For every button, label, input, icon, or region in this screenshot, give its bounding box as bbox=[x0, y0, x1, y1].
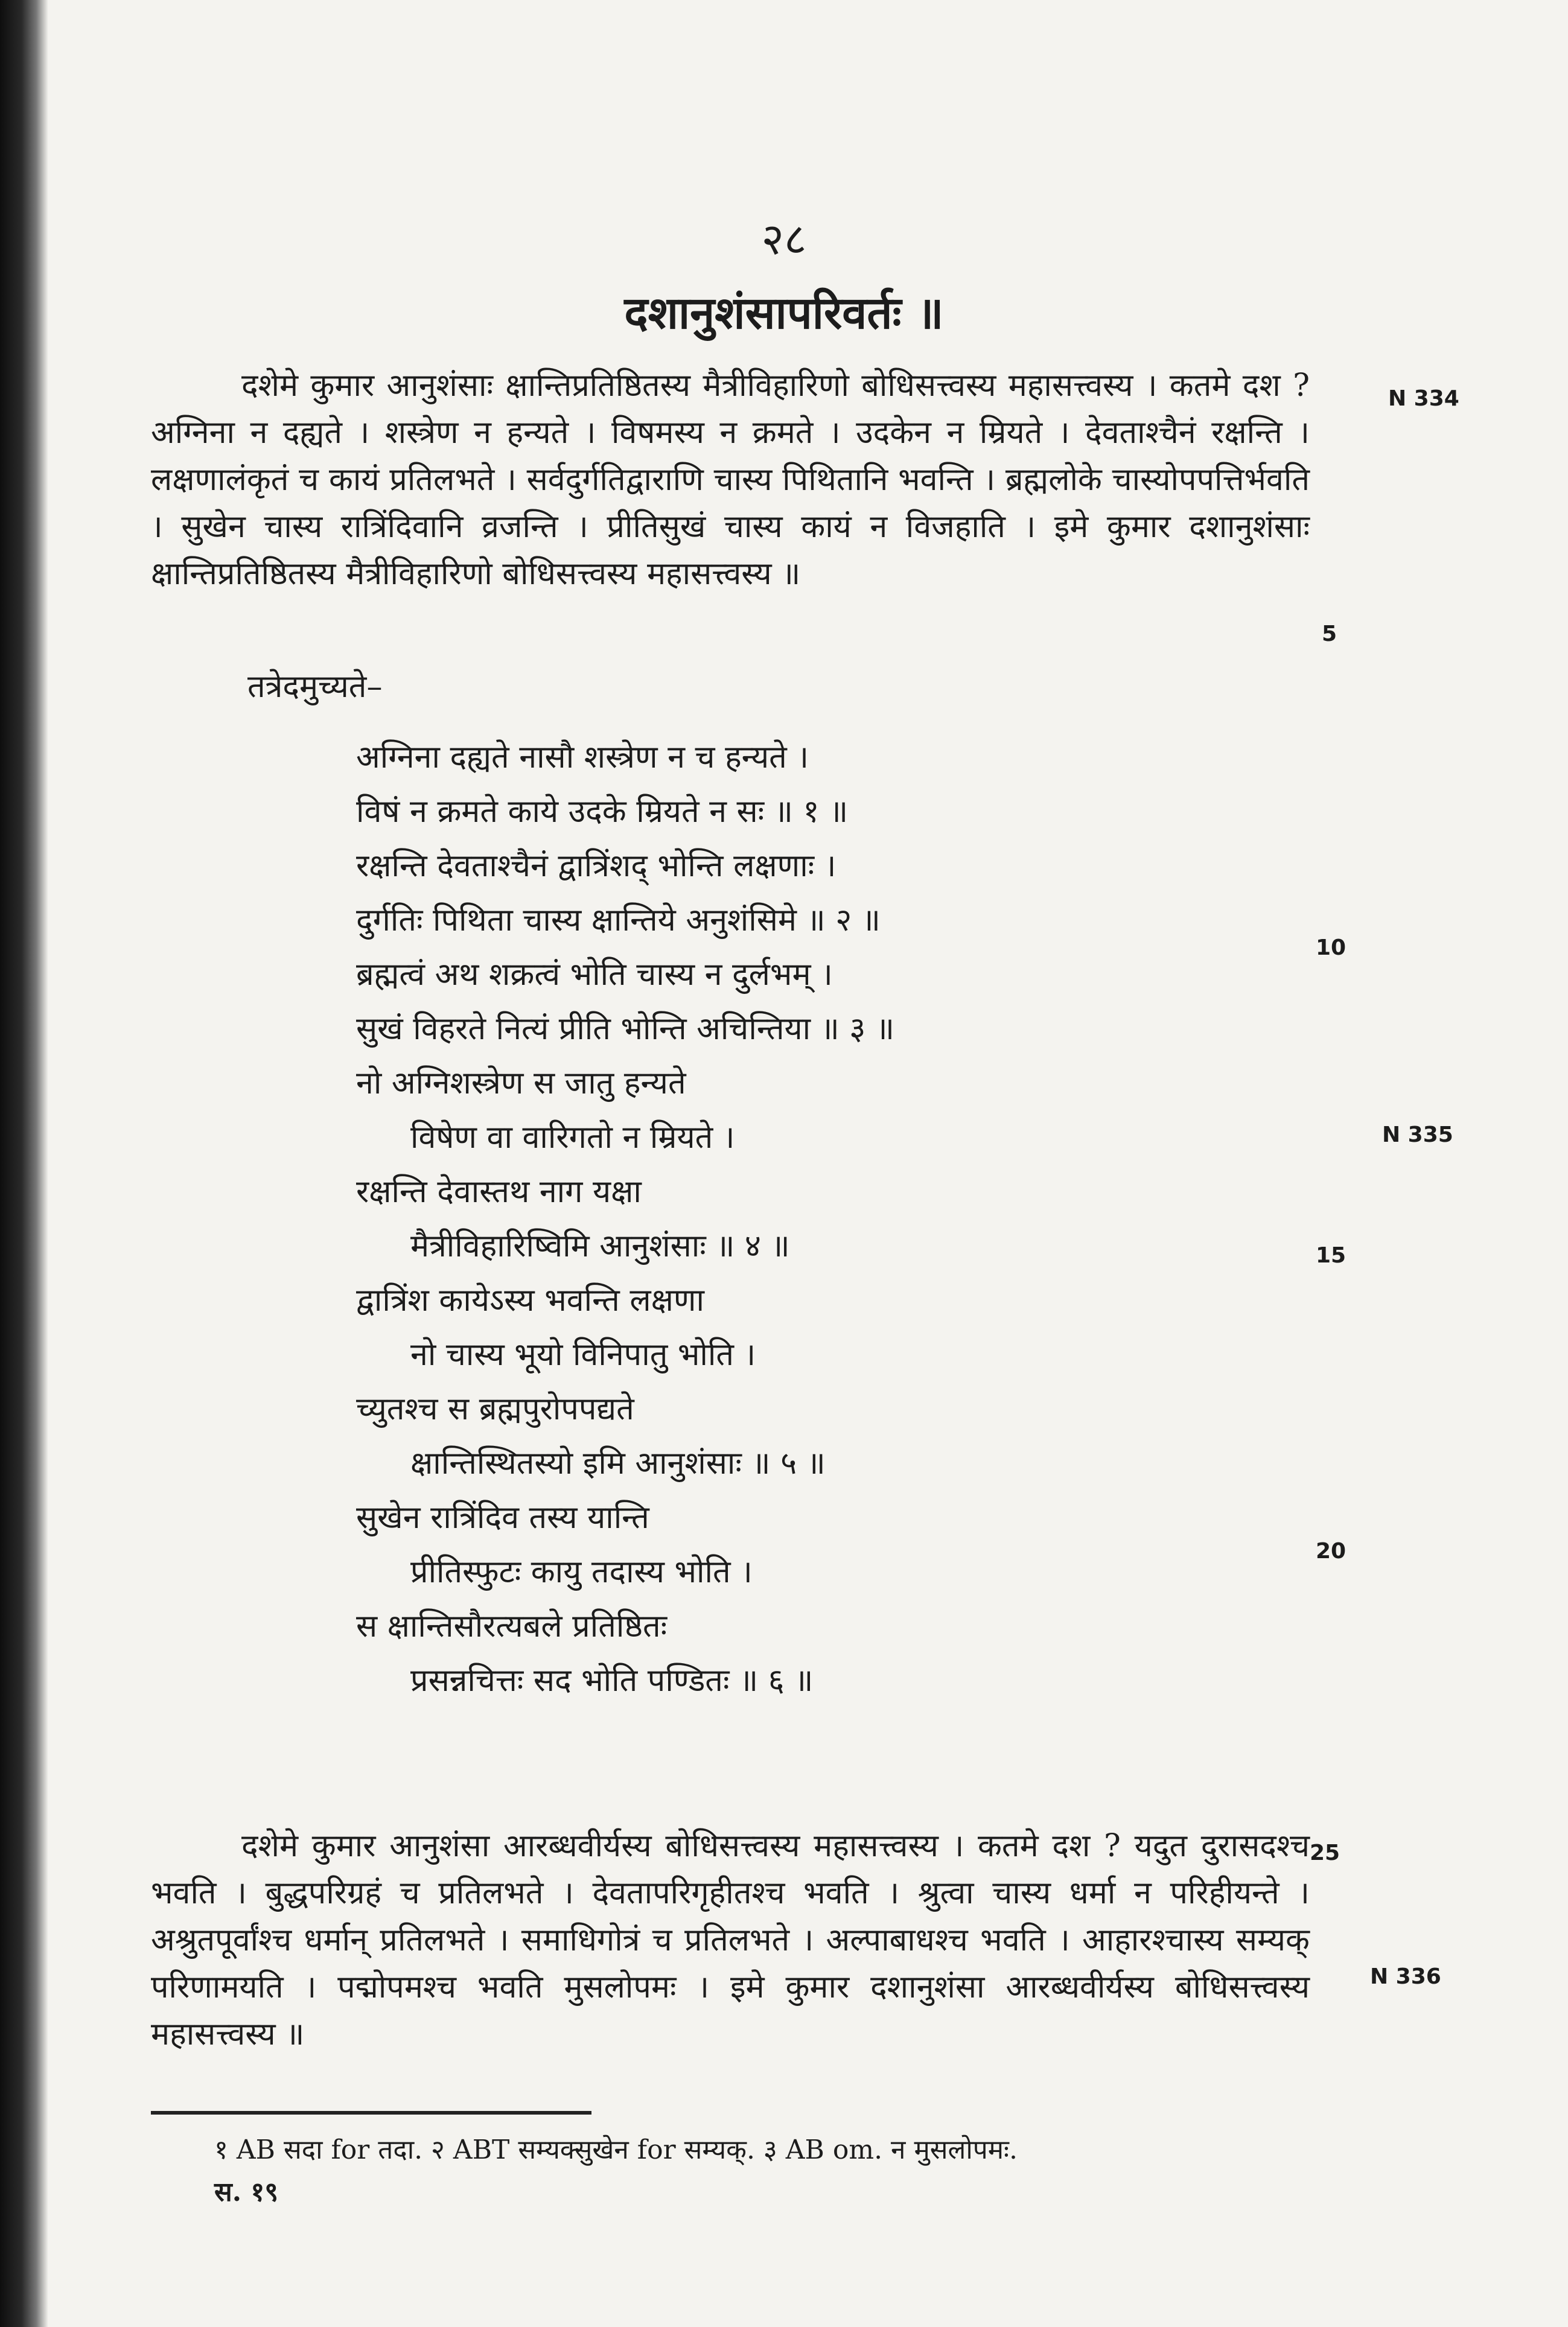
verse-line: नो अग्निशस्त्रेण स जातु हन्यते bbox=[356, 1065, 686, 1101]
verse-line: विषं न क्रमते काये उदके म्रियते न सः ॥ १ ॥ bbox=[356, 794, 849, 830]
verse-line: विषेण वा वारिगतो न म्रियते । bbox=[410, 1119, 735, 1156]
margin-line-number: 10 bbox=[1316, 935, 1347, 960]
verse-line: नो चास्य भूयो विनिपातु भोति । bbox=[410, 1337, 756, 1373]
prose-paragraph-1: दशेमे कुमार आनुशंसाः क्षान्तिप्रतिष्ठितस्य मैत्रीविहारिणो बोधिसत्त्वस्य महासत्त्वस्य । कतमे दश ? अग्निना न दह्यते । शस्त्रेण न हन्यते । विषमस्य न क्रमते । उदकेन न म्रियते । देवताश्चैनं रक्षन्ति । लक्षणालंकृतं च कायं प्रतिलभते । सर्वदुर्गतिद्वाराणि चास्य पिथितानि भवन्ति । ब्रह्मलोके चास्योपपत्तिर्भवति । सुखेन चास्य रात्रिंदिवानि व्रजन्ति । प्रीतिसुखं चास्य कायं न विजहाति । इमे कुमार दशानुशंसाः क्षान्तिप्रतिष्ठितस्य मैत्रीविहारिणो बोधिसत्त्वस्य महासत्त्वस्य ॥ bbox=[151, 368, 1310, 592]
margin-ref-n334: N 334 bbox=[1388, 386, 1459, 411]
verse-line: दुर्गतिः पिथिता चास्य क्षान्तिये अनुशंसिमे ॥ २ ॥ bbox=[356, 902, 881, 938]
verse-line: सुखं विहरते नित्यं प्रीति भोन्ति अचिन्तिया ॥ ३ ॥ bbox=[356, 1011, 895, 1047]
verse-block bbox=[356, 730, 894, 1708]
prose-paragraph-2: दशेमे कुमार आनुशंसा आरब्धवीर्यस्य बोधिसत्त्वस्य महासत्त्वस्य । कतमे दश ? यदुत दुरासदश्च भवति । बुद्धपरिग्रहं च प्रतिलभते । देवतापरिगृहीतश्च भवति । श्रुत्वा चास्य धर्मा न परिहीयन्ते । अश्रुतपूर्वांश्च धर्मान् प्रतिलभते । समाधिगोत्रं च प्रतिलभते । अल्पाबाधश्च भवति । आहारश्चास्य सम्यक् परिणामयति । पद्मोपमश्च भवति मुसलोपमः । इमे कुमार दशानुशंसा आरब्धवीर्यस्य बोधिसत्त्वस्य महासत्त्वस्य ॥ bbox=[151, 1828, 1310, 2052]
verse-line: रक्षन्ति देवताश्चैनं द्वात्रिंशद् भोन्ति लक्षणाः । bbox=[356, 848, 837, 884]
verse-line: ब्रह्मत्वं अथ शक्रत्वं भोति चास्य न दुर्लभम् । bbox=[356, 957, 833, 993]
margin-line-number: 15 bbox=[1316, 1243, 1347, 1268]
chapter-title: दशानुशंसापरिवर्तः ॥ bbox=[624, 287, 944, 339]
margin-line-number: 25 bbox=[1310, 1841, 1340, 1865]
margin-line-number: 5 bbox=[1322, 622, 1337, 646]
verse-intro: तत्रेदमुच्यते– bbox=[247, 669, 383, 705]
footnote: १ AB सदा for तदा. २ ABT सम्यक्सुखेन for सम्यक्. ३ AB om. न मुसलोपमः. bbox=[214, 2134, 1018, 2165]
verse-line: सुखेन रात्रिंदिव तस्य यान्ति bbox=[356, 1500, 649, 1536]
printer-signature: स. १९ bbox=[214, 2177, 279, 2208]
verse-line: प्रीतिस्फुटः कायु तदास्य भोति । bbox=[410, 1554, 753, 1590]
margin-line-number: 20 bbox=[1316, 1539, 1347, 1564]
verse-line: रक्षन्ति देवास्तथ नाग यक्षा bbox=[356, 1174, 642, 1210]
verse-line: प्रसन्नचित्तः सद भोति पण्डितः ॥ ६ ॥ bbox=[410, 1663, 814, 1699]
margin-ref-n335: N 335 bbox=[1382, 1122, 1453, 1147]
verse-line: द्वात्रिंश कायेऽस्य भवन्ति लक्षणा bbox=[356, 1282, 704, 1319]
page-number: २८ bbox=[761, 214, 807, 264]
verse-line: क्षान्तिस्थितस्यो इमि आनुशंसाः ॥ ५ ॥ bbox=[410, 1445, 826, 1482]
footnote-rule bbox=[151, 2111, 591, 2115]
margin-ref-n336: N 336 bbox=[1370, 1964, 1441, 1989]
verse-line: च्युतश्च स ब्रह्मपुरोपपद्यते bbox=[356, 1391, 634, 1427]
verse-line: अग्निना दह्यते नासौ शस्त्रेण न च हन्यते । bbox=[356, 739, 809, 775]
book-spine-shadow bbox=[0, 0, 48, 2327]
verse-line: स क्षान्तिसौरत्यबले प्रतिष्ठितः bbox=[356, 1608, 668, 1644]
verse-line: मैत्रीविहारिष्विमि आनुशंसाः ॥ ४ ॥ bbox=[410, 1228, 790, 1264]
